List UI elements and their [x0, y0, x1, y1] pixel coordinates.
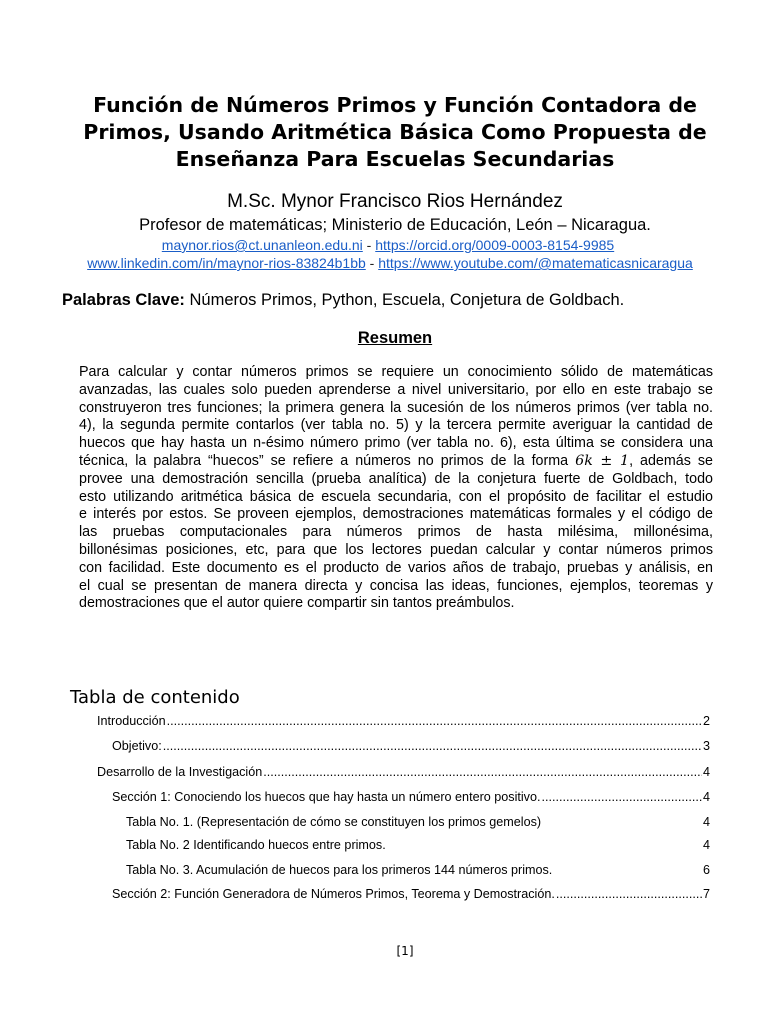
- toc-page-number: 2: [702, 714, 710, 728]
- toc-entry-objetivo[interactable]: [112, 738, 710, 754]
- link-separator: -: [365, 255, 379, 271]
- keywords: [62, 290, 742, 310]
- abstract-line: con facilidad. Este documento es el producto de varios años de trabajo, pruebas y análisis, en: [79, 559, 713, 576]
- toc-entry-text: Sección 2: Función Generadora de Números Primos, Teorema y Demostración.: [112, 887, 555, 901]
- toc-entry-text: Tabla No. 3. Acumulación de huecos para los primeros 144 números primos.: [126, 863, 553, 877]
- toc-entry-text: Desarrollo de la Investigación: [97, 765, 263, 779]
- formula: 6k ± 1: [575, 452, 630, 469]
- toc-entry-tabla-3[interactable]: [126, 862, 710, 878]
- abstract-heading: Resumen: [357, 329, 433, 347]
- abstract-line-with-formula: [79, 453, 713, 471]
- toc-entry-text: Tabla No. 1. (Representación de cómo se constituyen los primos gemelos): [126, 815, 542, 829]
- toc-leader-dots: [167, 713, 702, 729]
- abstract-line: provee una demostración sencilla (prueba analítica) de la conjetura fuerte de Goldbach, todo: [79, 470, 713, 487]
- title-line: Primos, Usando Aritmética Básica Como Propuesta de: [83, 120, 707, 144]
- toc-page-number: 4: [702, 765, 710, 779]
- abstract-line: Para calcular y contar números primos se requiere un conocimiento sólido de matemáticas: [79, 364, 713, 380]
- toc-page-number: 3: [702, 739, 710, 753]
- abstract-line: avanzadas, las cuales solo pueden aprenderse a nivel universitario, por ello en este trabajo se: [79, 381, 713, 398]
- link-separator: -: [362, 237, 376, 253]
- abstract-line-start: técnica, la palabra “huecos” se refiere a números no primos de la forma: [79, 452, 576, 469]
- toc-leader-dots: [541, 789, 702, 805]
- toc-entry-seccion-2[interactable]: [112, 886, 710, 902]
- author-name: M.Sc. Mynor Francisco Rios Hernández: [227, 191, 563, 212]
- abstract-line: 4), la segunda permite contarlos (ver tabla no. 5) y la tercera permite averiguar la cantidad de: [79, 417, 713, 434]
- paper-title: [60, 92, 730, 173]
- title-line: Función de Números Primos y Función Contadora de: [93, 93, 697, 117]
- toc-leader-dots: [163, 738, 702, 754]
- abstract-line: el cual se presentan de manera directa y concisa las ideas, funciones, ejemplos, teoremas y: [79, 577, 713, 594]
- contact-links-row-2: [0, 255, 768, 272]
- toc-page-number: 6: [702, 863, 710, 877]
- toc-entry-tabla-2[interactable]: [126, 837, 710, 853]
- toc-entry-text: Sección 1: Conociendo los huecos que hay hasta un número entero positivo.: [112, 790, 541, 804]
- toc-entry-text: Tabla No. 2 Identificando huecos entre primos.: [126, 838, 386, 852]
- youtube-link[interactable]: https://www.youtube.com/@matematicasnicaragua: [378, 255, 693, 271]
- toc-entry-introduccion[interactable]: [97, 713, 710, 729]
- abstract-line: huecos que hay hasta un n-ésimo número primo (ver tabla no. 6), esta última se considera una: [79, 435, 713, 452]
- toc-entry-tabla-1[interactable]: [126, 814, 710, 830]
- toc-leader-dots: [556, 886, 702, 902]
- page-number: [1]: [396, 944, 414, 958]
- toc-entry-seccion-1[interactable]: [112, 789, 710, 805]
- toc-title: Tabla de contenido: [70, 687, 240, 708]
- email-link[interactable]: maynor.rios@ct.unanleon.edu.ni: [161, 237, 363, 253]
- toc-page-number: 7: [702, 887, 710, 901]
- toc-leader-dots: [263, 764, 702, 780]
- author-affiliation: Profesor de matemáticas; Ministerio de Educación, León – Nicaragua.: [139, 216, 651, 234]
- abstract-line-end: , además se: [629, 452, 713, 469]
- toc-page-number: 4: [702, 790, 710, 804]
- abstract-body: [79, 364, 713, 613]
- toc-entry-text: Introducción: [97, 714, 166, 728]
- linkedin-link[interactable]: www.linkedin.com/in/maynor-rios-83824b1bb: [87, 255, 366, 271]
- keywords-label: Palabras Clave:: [62, 291, 185, 309]
- abstract-line: las pruebas computacionales para números primos de hasta milésima, millonésima,: [79, 524, 713, 541]
- contact-links-row-1: [0, 237, 768, 254]
- keywords-text: Números Primos, Python, Escuela, Conjetura de Goldbach.: [184, 291, 625, 309]
- toc-entry-text: Objetivo:: [112, 739, 162, 753]
- abstract-line: billonésimas posiciones, etc, para que los lectores puedan calcular y contar números primos: [79, 541, 713, 558]
- orcid-link[interactable]: https://orcid.org/0009-0003-8154-9985: [375, 237, 615, 253]
- abstract-line: e interés por estos. Se proveen ejemplos, demostraciones matemáticas formales y el código de: [79, 506, 713, 523]
- toc-entry-desarrollo[interactable]: [97, 764, 710, 780]
- abstract-line: demostraciones que el autor quiere compartir sin tantos preámbulos.: [79, 595, 515, 612]
- toc-page-number: 4: [702, 815, 710, 829]
- title-line: Enseñanza Para Escuelas Secundarias: [175, 147, 615, 171]
- abstract-line: esto utilizando aritmética básica de escuela secundaria, con el propósito de facilitar el estudio: [79, 488, 713, 505]
- toc-page-number: 4: [702, 838, 710, 852]
- abstract-line: construyeron tres funciones; la primera genera la sucesión de los números primos (ver tabla no.: [79, 399, 713, 416]
